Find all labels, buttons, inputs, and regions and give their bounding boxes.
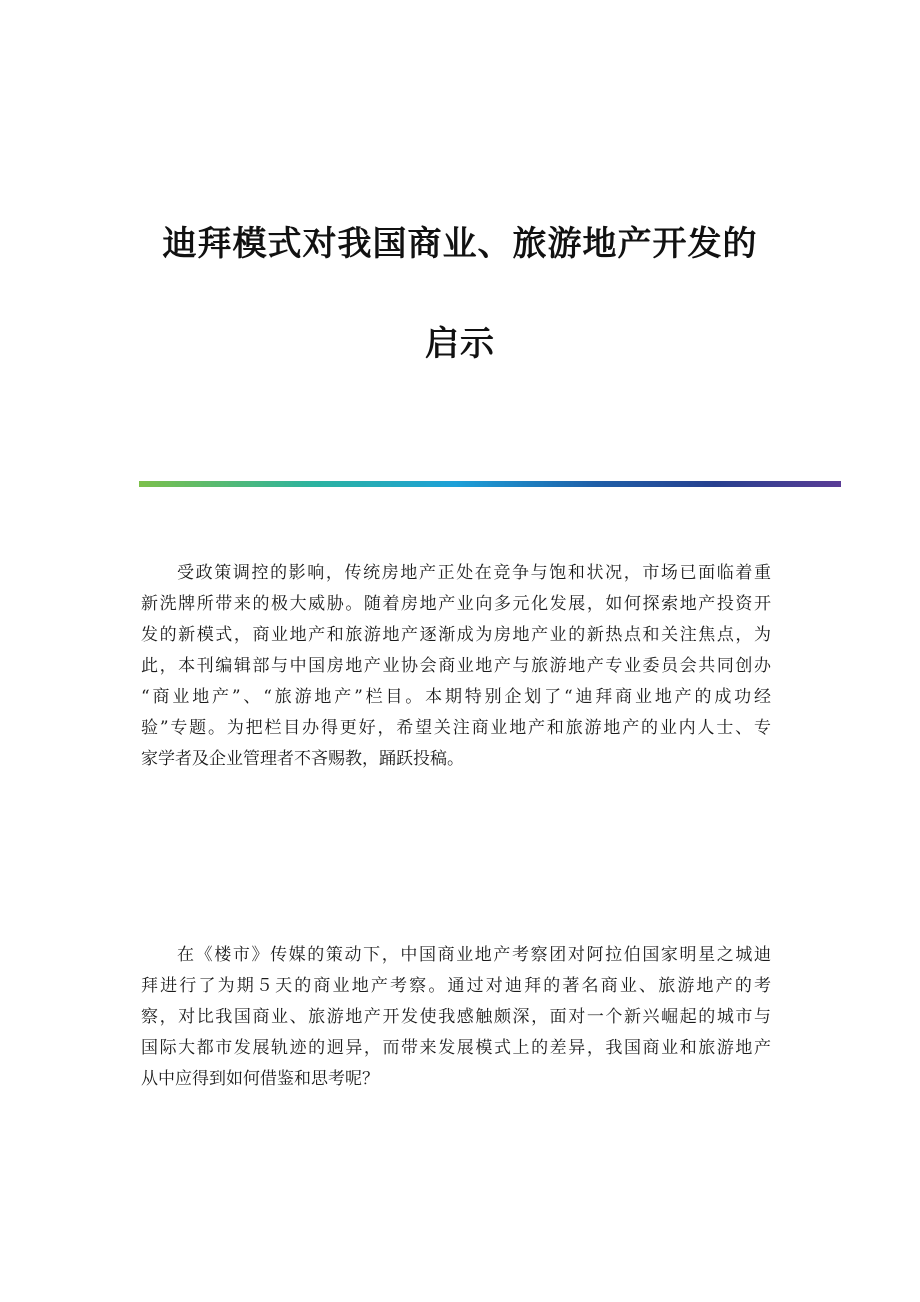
paragraph-line: 拜进行了为期５天的商业地产考察。通过对迪拜的著名商业、旅游地产的考 — [141, 976, 771, 996]
paragraph-line: 新洗牌所带来的极大威胁。随着房地产业向多元化发展，如何探索地产投资开 — [141, 594, 771, 614]
document-title-line-1: 迪拜模式对我国商业、旅游地产开发的 — [162, 224, 758, 264]
paragraph-line: 在《楼市》传媒的策动下，中国商业地产考察团对阿拉伯国家明星之城迪 — [177, 945, 771, 965]
paragraph-line: 受政策调控的影响，传统房地产正处在竞争与饱和状况，市场已面临着重 — [177, 563, 771, 583]
paragraph-line: 此，本刊编辑部与中国房地产业协会商业地产与旅游地产专业委员会共同创办 — [141, 656, 771, 676]
paragraph-line: 发的新模式，商业地产和旅游地产逐渐成为房地产业的新热点和关注焦点，为 — [141, 625, 771, 645]
paragraph-line: 家学者及企业管理者不吝赐教，踊跃投稿。 — [141, 749, 464, 769]
gradient-divider — [139, 481, 841, 487]
paragraph-1 — [141, 558, 771, 775]
paragraph-2 — [141, 940, 771, 1095]
paragraph-line: 国际大都市发展轨迹的迥异，而带来发展模式上的差异，我国商业和旅游地产 — [141, 1038, 771, 1058]
document-title-line-2: 启示 — [425, 324, 495, 364]
paragraph-line: 从中应得到如何借鉴和思考呢？ — [141, 1069, 379, 1089]
paragraph-line: “商业地产”、“旅游地产”栏目。本期特别企划了“迪拜商业地产的成功经 — [141, 687, 771, 707]
paragraph-line: 验”专题。为把栏目办得更好，希望关注商业地产和旅游地产的业内人士、专 — [141, 718, 771, 738]
paragraph-line: 察，对比我国商业、旅游地产开发使我感触颇深，面对一个新兴崛起的城市与 — [141, 1007, 771, 1027]
